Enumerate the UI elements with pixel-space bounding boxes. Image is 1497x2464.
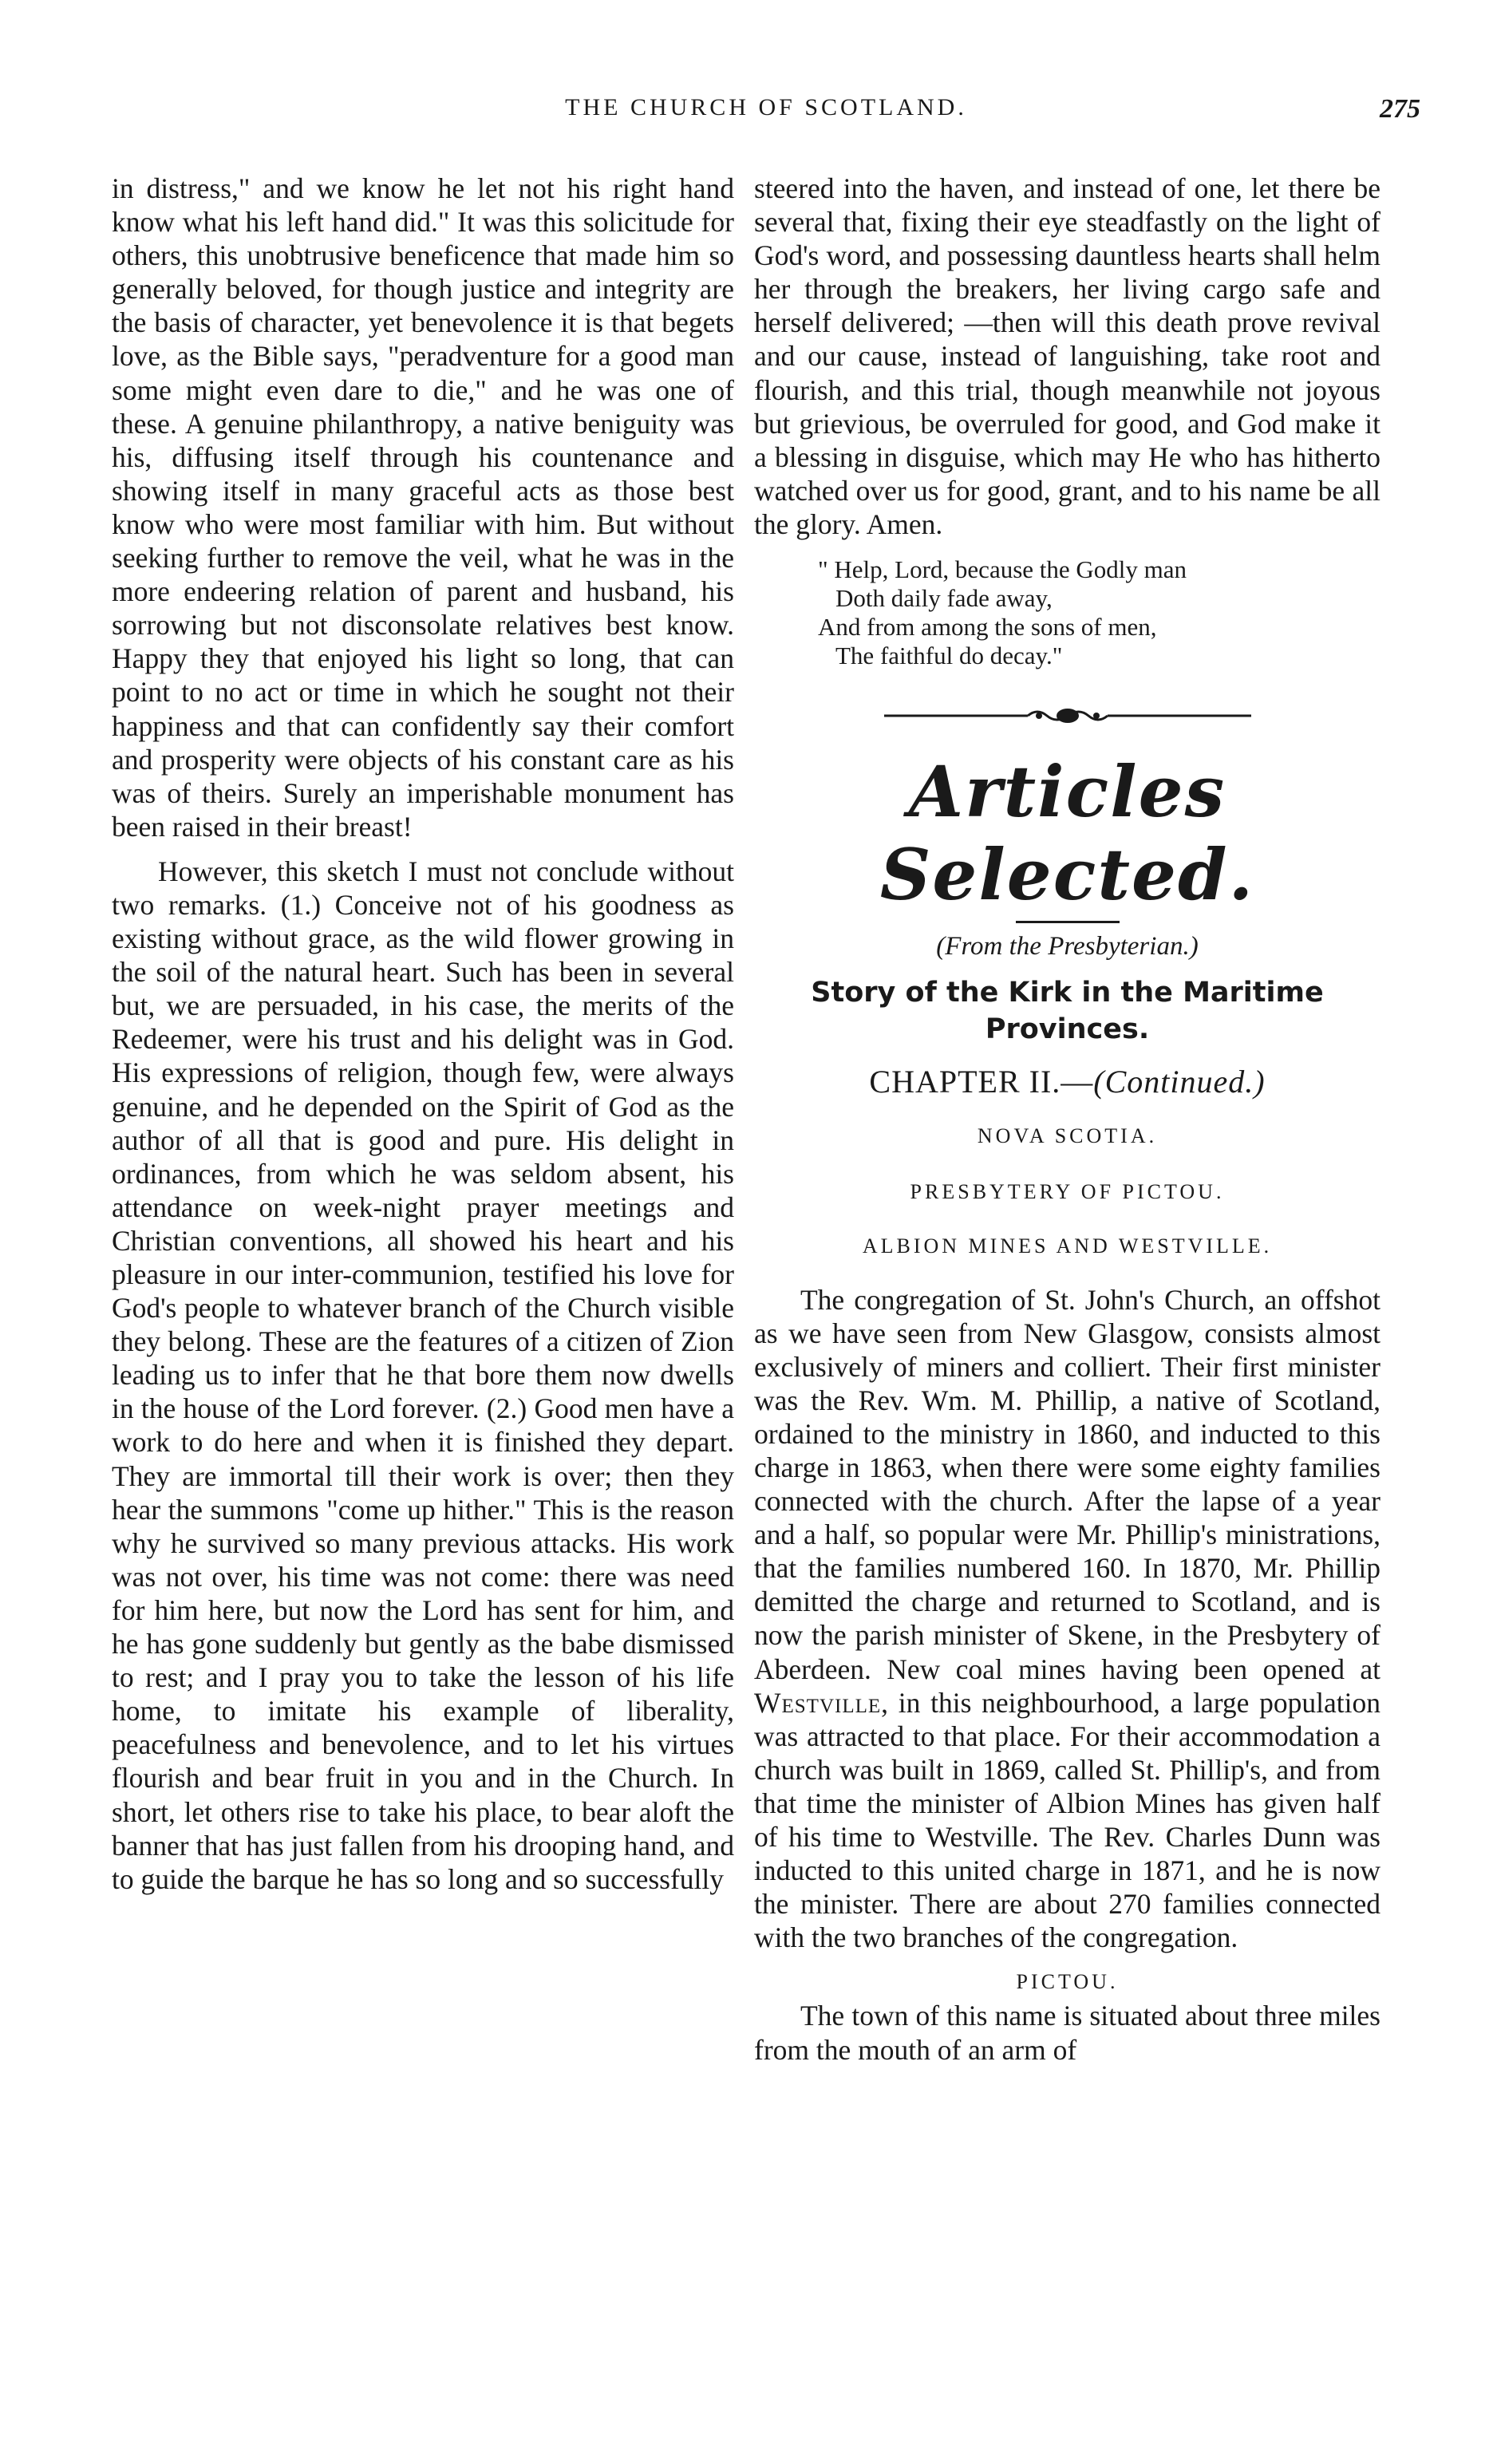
chapter-continued: (Continued.) (1093, 1064, 1266, 1100)
left-column (112, 172, 734, 1896)
right-column (754, 172, 1380, 2067)
article-title-line-2: Provinces. (985, 1013, 1150, 1046)
memorial-paragraph-1: in distress," and we know he let not his right hand know what his left hand did." It was this solicitude for others, this unobtrusive beneficence that made him so generally beloved, for though justice and integrity are the basis of character, yet benevolence it is that begets love, as the Bible says, "peradventure for a good man some might even dare to die," and he was one of these. A genuine philanthropy, a native beniguity was his, diffusing itself through his countenance and showing itself in many graceful acts as those best know who were most familiar with him. But without seeking further to remove the veil, what he was in the more endeering relation of parent and husband, his sorrowing but not disconsolate relatives best know. Happy they that enjoyed his light so long, that can point to no act or time in which he sought not their happiness and that can confidently say their comfort and prosperity were objects of his constant care as his was of theirs. Surely an imperishable monument has been raised in their breast! (112, 172, 734, 843)
decorative-rule-ornament (868, 705, 1267, 726)
subhead-albion-mines: ALBION MINES AND WESTVILLE. (862, 1234, 1273, 1258)
congregation-text-b: , in this neighbourhood, a large population was attracted to that place. For their accommodation a church was built in 1869, called St. Phillip's, and from that time the minister of Albion Mines has given half of his time to Westville. The Rev. Charles Dunn was inducted to this united charge in 1871, and he is now the minister. There are about 270 families connected with the two branches of the congregation. (754, 1686, 1380, 1954)
westville-name: Westville (754, 1686, 882, 1719)
memorial-paragraph-2: However, this sketch I must not conclude without two remarks. (1.) Conceive not of his goodness as existing without grace, as the wild flower growing in the soil of the natural heart. Such has been in several but, we are persuaded, in his case, the merits of the Redeemer, were his trust and his delight was in God. His expressions of religion, though few, were always genuine, and he depended on the Spirit of God as the author of all that is good and pure. His delight in ordinances, from which he was seldom absent, his attendance on week-night prayer meetings and Christian conventions, all showed his heart and his pleasure in our inter-communion, testified his love for God's people to whatever branch of the Church visible they belong. These are the features of a citizen of Zion leading us to infer that he that bore them now dwells in the house of the Lord forever. (2.) Good men have a work to do here and when it is finished they depart. They are immortal till their work is over; then they hear the summons "come up hither." This is the reason why he survived so many previous attacks. His work was not over, his time was not come: there was need for him here, but now the Lord has sent for him, and he has gone suddenly but gently as the babe dismissed to rest; and I pray you to take the lesson of his life home, to imitate his example of liberality, peacefulness and benevolence, and to let his virtues flourish and bear fruit in you and in the Church. In short, let others rise to take his place, to bear aloft the banner that has just fallen from his drooping hand, and to guide the barque he has so long and so successfully (112, 855, 734, 1895)
memorial-conclusion: steered into the haven, and instead of one, let there be several that, fixing their eye steadfastly on the light of God's word, and possessing dauntless hearts shall helm her through the breakers, her living cargo safe and herself delivered; —then will this death prove revival and our cause, instead of languishing, take root and flourish, and this trial, though meanwhile not joyous but grievious, be overruled for good, and God make it a blessing in disguise, which may He who has hitherto watched over us for good, grant, and to his name be all the glory. Amen. (754, 172, 1380, 540)
congregation-paragraph (754, 1283, 1380, 1955)
running-title: THE CHURCH OF SCOTLAND. (565, 94, 967, 120)
verse-line-4: The faithful do decay." (835, 642, 1063, 670)
hymn-verse (818, 555, 1380, 670)
chapter-number: CHAPTER II.— (869, 1064, 1094, 1100)
verse-line-2: Doth daily fade away, (835, 584, 1053, 613)
page-number: 275 (1380, 94, 1420, 124)
short-rule (1016, 921, 1120, 923)
article-title-line-1: Story of the Kirk in the Maritime (811, 977, 1324, 1009)
page-header (112, 94, 1420, 134)
subhead-pictou: PICTOU. (1016, 1970, 1119, 1994)
pictou-paragraph: The town of this name is situated about three miles from the mouth of an arm of (754, 2000, 1380, 2066)
section-heading: Articles Selected. (879, 750, 1255, 917)
source-note: (From the Presbyterian.) (936, 932, 1199, 962)
chapter-heading (754, 1065, 1380, 1099)
subhead-nova-scotia: NOVA SCOTIA. (977, 1124, 1158, 1148)
subhead-presbytery: PRESBYTERY OF PICTOU. (910, 1180, 1225, 1204)
congregation-text-a: The congregation of St. John's Church, an offshot as we have seen from New Glasgow, consists almost exclusively of miners and colliert. Their first minister was the Rev. Wm. M. Phillip, a native of Scotland, ordained to the ministry in 1860, and inducted to this charge in 1863, when there were some eighty families connected with the church. After the lapse of a year and a half, so popular were Mr. Phillip's ministrations, that the families numbered 160. In 1870, Mr. Phillip demitted the charge and returned to Scotland, and is now the parish minister of Skene, in the Presbytery of Aberdeen. New coal mines having been opened at (754, 1283, 1380, 1685)
verse-line-1: " Help, Lord, because the Godly man (818, 555, 1187, 584)
article-title (754, 974, 1380, 1048)
verse-line-3: And from among the sons of men, (818, 613, 1157, 642)
